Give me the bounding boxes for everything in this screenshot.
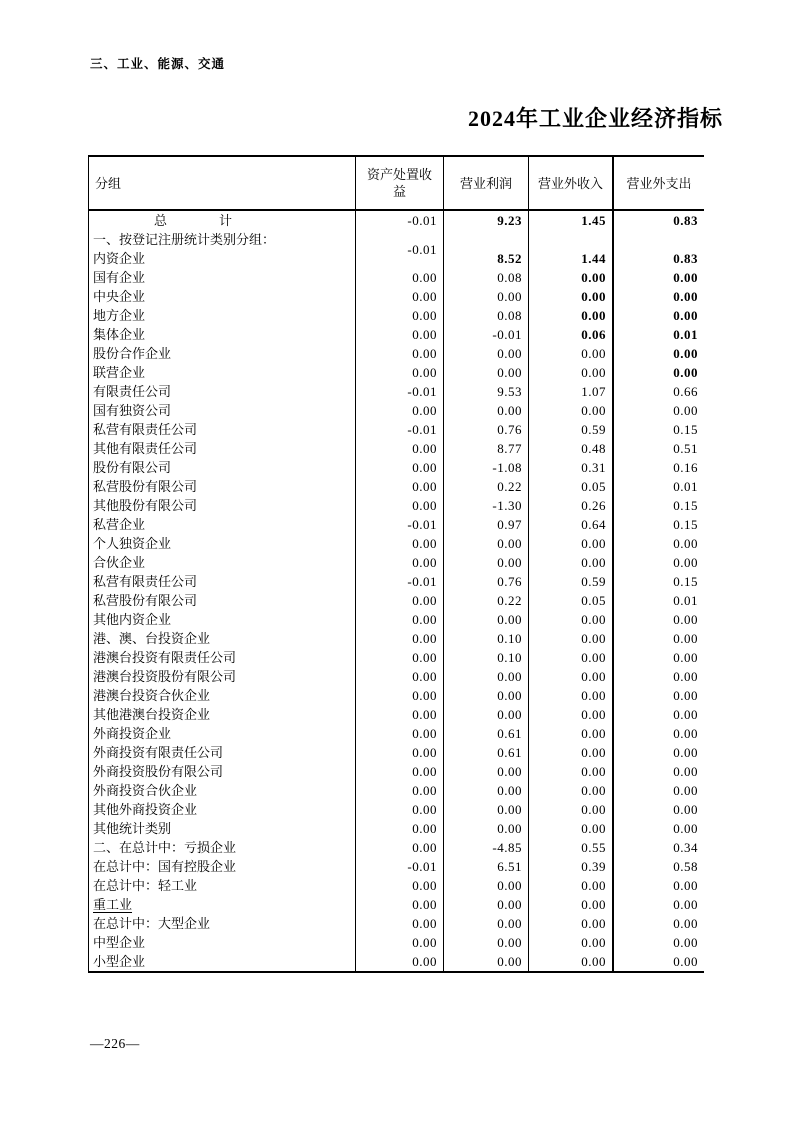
table-row — [89, 933, 704, 952]
value-cell: 0.15 — [673, 517, 698, 532]
value-cell: 0.00 — [356, 325, 444, 344]
row-label: 其他有限责任公司 — [89, 439, 356, 458]
value-cell: 0.00 — [356, 743, 444, 762]
table-row — [89, 534, 704, 553]
value-cell: 0.59 — [529, 572, 614, 591]
value-cell: 0.00 — [673, 897, 698, 912]
value-cell: 0.00 — [673, 650, 698, 665]
value-cell: 0.00 — [356, 268, 444, 287]
table-row — [89, 325, 704, 344]
row-label: 外商投资股份有限公司 — [89, 762, 356, 781]
value-cell: 0.00 — [356, 401, 444, 420]
value-cell: 0.00 — [356, 819, 444, 838]
table-row — [89, 857, 704, 876]
value-cell: 9.23 — [444, 211, 529, 230]
value-cell: 0.00 — [529, 629, 614, 648]
value-cell: 0.00 — [356, 610, 444, 629]
value-cell: 1.07 — [529, 382, 614, 401]
value-cell: 0.00 — [529, 876, 614, 895]
table-row — [89, 724, 704, 743]
value-cell: 0.00 — [356, 648, 444, 667]
value-cell: 9.53 — [444, 382, 529, 401]
value-cell: 0.00 — [673, 935, 698, 950]
table-row — [89, 762, 704, 781]
table-row — [89, 420, 704, 439]
value-cell: 0.00 — [356, 287, 444, 306]
value-cell: 0.00 — [356, 914, 444, 933]
table-row — [89, 382, 704, 401]
value-cell: 0.00 — [529, 914, 614, 933]
table-row — [89, 344, 704, 363]
row-label: 在总计中：国有控股企业 — [89, 857, 356, 876]
row-label: 外商投资有限责任公司 — [89, 743, 356, 762]
value-cell: 0.00 — [529, 781, 614, 800]
value-cell: 0.10 — [444, 629, 529, 648]
value-cell: 0.61 — [444, 724, 529, 743]
value-cell: 0.00 — [673, 802, 698, 817]
table-row — [89, 553, 704, 572]
value-cell: 0.00 — [673, 726, 698, 741]
value-cell: 0.00 — [529, 686, 614, 705]
value-cell: 0.61 — [444, 743, 529, 762]
table-row — [89, 515, 704, 534]
value-cell: 0.00 — [529, 762, 614, 781]
value-cell: 0.00 — [673, 821, 698, 836]
value-cell: 0.00 — [356, 762, 444, 781]
row-label: 国有企业 — [89, 268, 356, 287]
value-cell: 0.01 — [673, 479, 698, 494]
table-row — [89, 819, 704, 838]
value-cell: -0.01 — [444, 325, 529, 344]
table-row — [89, 705, 704, 724]
value-cell: 0.15 — [673, 574, 698, 589]
row-label: 港澳台投资有限责任公司 — [89, 648, 356, 667]
table-row — [89, 306, 704, 325]
value-cell: 0.00 — [529, 705, 614, 724]
table-row — [89, 458, 704, 477]
row-label: 港澳台投资股份有限公司 — [89, 667, 356, 686]
value-cell: 0.00 — [529, 895, 614, 914]
value-cell: 0.00 — [356, 686, 444, 705]
row-label: 其他内资企业 — [89, 610, 356, 629]
row-label: 港澳台投资合伙企业 — [89, 686, 356, 705]
value-cell: -4.85 — [444, 838, 529, 857]
value-cell: 0.00 — [444, 344, 529, 363]
table-row — [89, 686, 704, 705]
value-cell: 0.00 — [673, 403, 698, 418]
value-cell: 0.00 — [529, 933, 614, 952]
value-cell: 0.00 — [444, 705, 529, 724]
value-cell: 0.16 — [673, 460, 698, 475]
value-cell: 0.00 — [356, 781, 444, 800]
column-header-asset-disposal: 资产处置收益 — [356, 157, 444, 209]
value-cell: 0.83 — [673, 251, 698, 266]
value-cell: 0.76 — [444, 572, 529, 591]
value-cell: 0.00 — [356, 553, 444, 572]
value-cell: 0.00 — [529, 819, 614, 838]
value-cell: 0.00 — [444, 895, 529, 914]
section-header: 三、工业、能源、交通 — [90, 57, 226, 71]
row-label: 其他港澳台投资企业 — [89, 705, 356, 724]
table-row — [89, 781, 704, 800]
value-cell: 0.00 — [529, 363, 614, 382]
value-cell: 0.00 — [444, 686, 529, 705]
value-cell: -0.01 — [356, 230, 444, 268]
value-cell: 0.55 — [529, 838, 614, 857]
table-row — [89, 401, 704, 420]
value-cell: 0.00 — [673, 954, 698, 969]
row-label: 有限责任公司 — [89, 382, 356, 401]
row-label: 中型企业 — [89, 933, 356, 952]
value-cell: 0.00 — [356, 876, 444, 895]
value-cell: -0.01 — [356, 382, 444, 401]
value-cell: 0.00 — [356, 496, 444, 515]
value-cell: 0.00 — [356, 800, 444, 819]
table-row — [89, 591, 704, 610]
value-cell: 0.00 — [673, 289, 698, 304]
value-cell: 0.34 — [673, 840, 698, 855]
value-cell: 0.00 — [356, 933, 444, 952]
table-row — [89, 572, 704, 591]
page-title: 2024年工业企业经济指标 — [467, 106, 723, 131]
value-cell: 0.00 — [356, 477, 444, 496]
value-cell: 0.15 — [673, 498, 698, 513]
table-row — [89, 952, 704, 971]
value-cell: 0.00 — [444, 781, 529, 800]
column-header-operating-profit: 营业利润 — [444, 157, 529, 209]
value-cell: 0.00 — [356, 724, 444, 743]
value-cell: 0.05 — [529, 477, 614, 496]
value-cell: 0.00 — [356, 952, 444, 971]
row-label: 中央企业 — [89, 287, 356, 306]
table-header-row — [89, 157, 704, 211]
row-label: 在总计中：大型企业 — [89, 914, 356, 933]
value-cell: 8.77 — [444, 439, 529, 458]
table-row — [89, 363, 704, 382]
value-cell: -0.01 — [356, 572, 444, 591]
value-cell: -1.08 — [444, 458, 529, 477]
row-label: 私营有限责任公司 — [89, 572, 356, 591]
value-cell: 0.00 — [444, 667, 529, 686]
table-row — [89, 477, 704, 496]
row-label: 集体企业 — [89, 325, 356, 344]
row-label: 重工业 — [89, 895, 356, 914]
table-row — [89, 800, 704, 819]
value-cell: 0.31 — [529, 458, 614, 477]
value-cell: 0.00 — [444, 363, 529, 382]
value-cell: 0.00 — [356, 439, 444, 458]
value-cell: 0.00 — [444, 819, 529, 838]
value-cell: 0.00 — [356, 591, 444, 610]
row-label: 股份有限公司 — [89, 458, 356, 477]
value-cell: 0.00 — [529, 553, 614, 572]
table-row — [89, 211, 704, 230]
value-cell: 0.05 — [529, 591, 614, 610]
value-cell: 0.00 — [673, 916, 698, 931]
row-label: 其他统计类别 — [89, 819, 356, 838]
value-cell: -0.01 — [356, 515, 444, 534]
value-cell: 0.00 — [356, 705, 444, 724]
value-cell: 0.00 — [529, 648, 614, 667]
value-cell: 0.00 — [529, 268, 614, 287]
value-cell: -0.01 — [356, 857, 444, 876]
value-cell: 0.00 — [529, 306, 614, 325]
value-cell: 0.00 — [673, 631, 698, 646]
value-cell: 0.26 — [529, 496, 614, 515]
value-cell: 0.00 — [529, 724, 614, 743]
row-label: 其他外商投资企业 — [89, 800, 356, 819]
column-header-nonop-income: 营业外收入 — [529, 157, 614, 209]
row-label: 二、在总计中：亏损企业 — [89, 838, 356, 857]
row-label: 小型企业 — [89, 952, 356, 971]
value-cell: 0.76 — [444, 420, 529, 439]
value-cell: -1.30 — [444, 496, 529, 515]
row-label: 联营企业 — [89, 363, 356, 382]
value-cell: 0.00 — [356, 458, 444, 477]
row-label: 外商投资企业 — [89, 724, 356, 743]
value-cell: 0.00 — [529, 287, 614, 306]
value-cell: 0.00 — [444, 401, 529, 420]
row-label: 私营股份有限公司 — [89, 591, 356, 610]
value-cell: 0.00 — [356, 667, 444, 686]
table-row — [89, 667, 704, 686]
value-cell: 0.00 — [444, 610, 529, 629]
value-cell: 0.00 — [529, 800, 614, 819]
value-cell: 0.00 — [673, 707, 698, 722]
row-label: 股份合作企业 — [89, 344, 356, 363]
row-label: 在总计中：轻工业 — [89, 876, 356, 895]
value-cell: 0.58 — [673, 859, 698, 874]
value-cell: 0.00 — [673, 270, 698, 285]
value-cell: 0.48 — [529, 439, 614, 458]
row-label: 总 计 — [89, 211, 356, 230]
row-label: 外商投资合伙企业 — [89, 781, 356, 800]
value-cell: 0.00 — [673, 878, 698, 893]
value-cell: 0.00 — [444, 914, 529, 933]
table-row — [89, 610, 704, 629]
value-cell: 0.10 — [444, 648, 529, 667]
row-label: 私营企业 — [89, 515, 356, 534]
value-cell: 0.00 — [529, 610, 614, 629]
value-cell: 1.44 — [529, 230, 614, 268]
value-cell: 0.00 — [673, 688, 698, 703]
value-cell: 0.06 — [529, 325, 614, 344]
value-cell: 0.00 — [529, 534, 614, 553]
value-cell: 0.00 — [673, 536, 698, 551]
value-cell: 0.01 — [673, 327, 698, 342]
value-cell: 0.00 — [356, 306, 444, 325]
value-cell: 0.00 — [356, 838, 444, 857]
value-cell: 0.00 — [529, 743, 614, 762]
value-cell: 0.08 — [444, 268, 529, 287]
value-cell: 0.66 — [673, 384, 698, 399]
value-cell: 0.01 — [673, 593, 698, 608]
row-label: 国有独资公司 — [89, 401, 356, 420]
value-cell: 6.51 — [444, 857, 529, 876]
value-cell: 0.00 — [529, 952, 614, 971]
statistics-table — [88, 155, 704, 973]
value-cell: 0.00 — [356, 363, 444, 382]
table-row — [89, 876, 704, 895]
value-cell: 0.51 — [673, 441, 698, 456]
value-cell: 0.15 — [673, 422, 698, 437]
row-label: 一、按登记注册统计类别分组： 内资企业 — [89, 230, 356, 268]
value-cell: 0.22 — [444, 477, 529, 496]
row-label: 私营有限责任公司 — [89, 420, 356, 439]
value-cell: 0.00 — [673, 764, 698, 779]
value-cell: 0.00 — [673, 612, 698, 627]
row-label: 个人独资企业 — [89, 534, 356, 553]
value-cell: 8.52 — [444, 230, 529, 268]
table-row — [89, 496, 704, 515]
value-cell: 0.83 — [673, 213, 698, 228]
value-cell: 0.00 — [529, 344, 614, 363]
table-row — [89, 648, 704, 667]
row-label: 地方企业 — [89, 306, 356, 325]
value-cell: 0.00 — [444, 933, 529, 952]
value-cell: 0.00 — [444, 952, 529, 971]
row-label: 私营股份有限公司 — [89, 477, 356, 496]
value-cell: 1.45 — [529, 211, 614, 230]
value-cell: 0.00 — [356, 344, 444, 363]
row-label: 合伙企业 — [89, 553, 356, 572]
value-cell: 0.64 — [529, 515, 614, 534]
value-cell: 0.00 — [444, 800, 529, 819]
column-header-group: 分组 — [89, 157, 356, 209]
value-cell: 0.00 — [673, 669, 698, 684]
value-cell: 0.00 — [673, 783, 698, 798]
value-cell: 0.00 — [444, 534, 529, 553]
table-row — [89, 287, 704, 306]
table-row — [89, 838, 704, 857]
table-row — [89, 230, 704, 268]
value-cell: 0.00 — [673, 745, 698, 760]
table-row — [89, 743, 704, 762]
value-cell: 0.00 — [673, 365, 698, 380]
value-cell: 0.00 — [529, 667, 614, 686]
value-cell: 0.97 — [444, 515, 529, 534]
value-cell: 0.00 — [356, 629, 444, 648]
row-label: 港、澳、台投资企业 — [89, 629, 356, 648]
table-body — [89, 211, 704, 971]
value-cell: 0.00 — [444, 287, 529, 306]
value-cell: 0.00 — [356, 534, 444, 553]
value-cell: 0.00 — [529, 401, 614, 420]
value-cell: 0.22 — [444, 591, 529, 610]
value-cell: 0.00 — [673, 346, 698, 361]
table-row — [89, 895, 704, 914]
table-row — [89, 914, 704, 933]
column-header-nonop-expense: 营业外支出 — [626, 175, 692, 191]
table-row — [89, 629, 704, 648]
value-cell: 0.00 — [356, 895, 444, 914]
value-cell: 0.39 — [529, 857, 614, 876]
table-row — [89, 439, 704, 458]
value-cell: 0.59 — [529, 420, 614, 439]
table-row — [89, 268, 704, 287]
value-cell: 0.00 — [444, 553, 529, 572]
value-cell: -0.01 — [356, 420, 444, 439]
page-number: —226— — [90, 1036, 140, 1051]
value-cell: 0.00 — [673, 555, 698, 570]
row-label: 其他股份有限公司 — [89, 496, 356, 515]
value-cell: -0.01 — [356, 211, 444, 230]
value-cell: 0.08 — [444, 306, 529, 325]
value-cell: 0.00 — [673, 308, 698, 323]
value-cell: 0.00 — [444, 762, 529, 781]
value-cell: 0.00 — [444, 876, 529, 895]
